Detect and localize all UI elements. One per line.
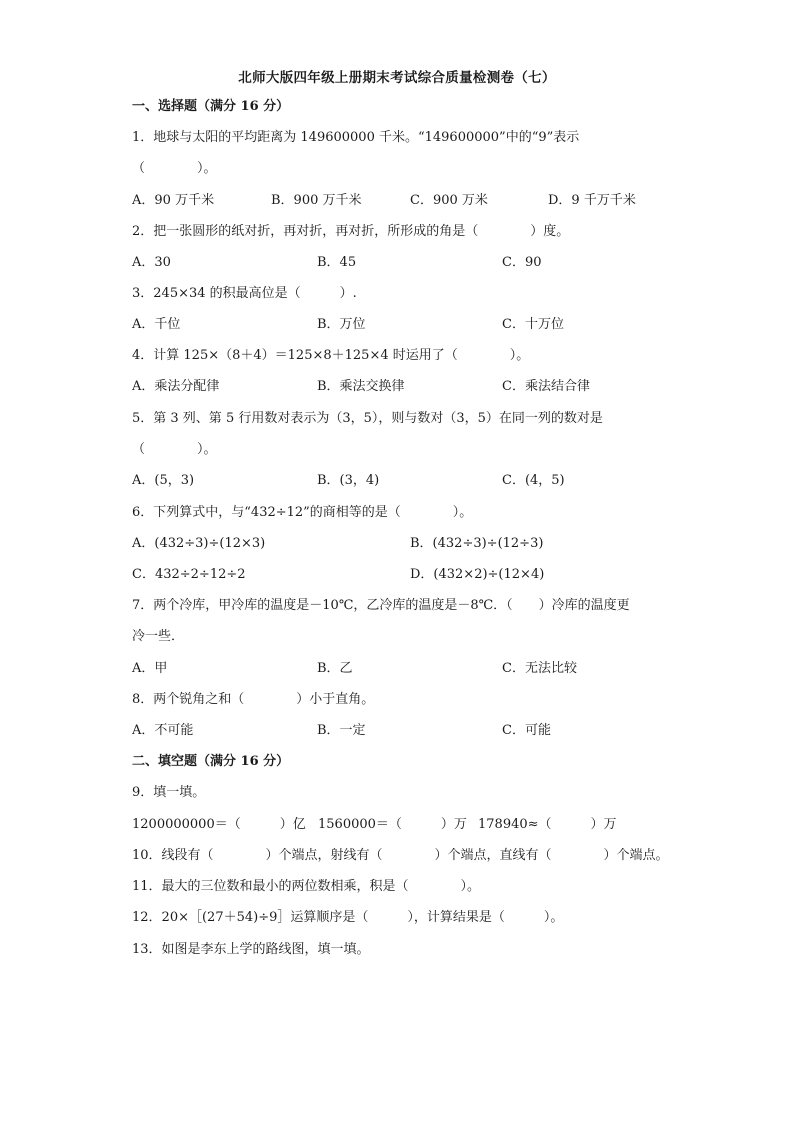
question-6-option-b[interactable]: B．(432÷3)÷(12÷3) — [410, 536, 544, 551]
question-1-option-d[interactable]: D．9 千万千米 — [548, 193, 636, 208]
question-2-option-c[interactable]: C．90 — [502, 255, 542, 270]
question-9-fill-1[interactable]: 1200000000＝（ ）亿 — [132, 817, 306, 832]
question-1-option-c[interactable]: C．900 万米 — [410, 193, 488, 208]
question-9-fill-2[interactable]: 1560000＝（ ）万 — [318, 817, 467, 832]
question-7-option-c[interactable]: C．无法比较 — [502, 661, 577, 676]
question-8-text: 8．两个锐角之和（ ）小于直角。 — [132, 692, 375, 707]
question-4-option-b[interactable]: B．乘法交换律 — [317, 379, 405, 394]
question-11-text: 11．最大的三位数和最小的两位数相乘，积是（ ）。 — [132, 879, 481, 894]
question-6-option-c[interactable]: C．432÷2÷12÷2 — [132, 567, 246, 582]
question-8-option-a[interactable]: A．不可能 — [132, 723, 194, 738]
question-4-text: 4．计算 125×（8＋4）＝125×8＋125×4 时运用了（ ）。 — [132, 348, 530, 363]
question-9-fill-3[interactable]: 178940≈（ ）万 — [478, 817, 617, 832]
section-heading-fill: 二、填空题（满分 16 分） — [132, 754, 290, 769]
question-6-text: 6．下列算式中，与“432÷12”的商相等的是（ ）。 — [132, 505, 473, 520]
page-title: 北师大版四年级上册期末考试综合质量检测卷（七） — [238, 70, 556, 86]
question-2-option-b[interactable]: B．45 — [317, 255, 357, 270]
question-6-option-d[interactable]: D．(432×2)÷(12×4) — [410, 567, 545, 582]
question-4-option-a[interactable]: A．乘法分配律 — [132, 379, 220, 394]
question-7-text: 7．两个冷库，甲冷库的温度是－10℃，乙冷库的温度是－8℃．（ ）冷库的温度更 — [132, 598, 630, 613]
question-2-option-a[interactable]: A．30 — [132, 255, 171, 270]
section-heading-choice: 一、选择题（满分 16 分） — [132, 99, 290, 114]
question-3-option-c[interactable]: C．十万位 — [502, 317, 564, 332]
question-2-text: 2．把一张圆形的纸对折，再对折，再对折，所形成的角是（ ）度。 — [132, 224, 570, 239]
question-1-option-a[interactable]: A．90 万千米 — [132, 193, 215, 208]
question-5-option-a[interactable]: A．(5，3) — [132, 473, 195, 488]
question-4-option-c[interactable]: C．乘法结合律 — [502, 379, 590, 394]
question-1-blank: （ ）。 — [132, 161, 217, 176]
question-5-option-c[interactable]: C．(4，5) — [502, 473, 565, 488]
question-3-option-b[interactable]: B．万位 — [317, 317, 366, 332]
question-7-text-continued: 冷一些． — [132, 629, 185, 644]
question-10-text: 10．线段有（ ）个端点，射线有（ ）个端点，直线有（ ）个端点。 — [132, 848, 669, 863]
question-12-text: 12．20×［(27＋54)÷9］运算顺序是（ ），计算结果是（ ）。 — [132, 910, 564, 925]
question-5-option-b[interactable]: B．(3，4) — [317, 473, 380, 488]
question-7-option-a[interactable]: A．甲 — [132, 661, 168, 676]
question-5-text: 5．第 3 列、第 5 行用数对表示为（3，5），则与数对（3，5）在同一列的数对是 — [132, 411, 603, 426]
question-13-text: 13．如图是李东上学的路线图，填一填。 — [132, 942, 370, 957]
question-8-option-c[interactable]: C．可能 — [502, 723, 551, 738]
question-7-option-b[interactable]: B．乙 — [317, 661, 353, 676]
question-9-text: 9．填一填。 — [132, 785, 206, 800]
question-5-blank: （ ）。 — [132, 442, 217, 457]
question-6-option-a[interactable]: A．(432÷3)÷(12×3) — [132, 536, 266, 551]
question-3-option-a[interactable]: A．千位 — [132, 317, 181, 332]
question-1-text: 1．地球与太阳的平均距离为 149600000 千米。“149600000”中的“9”表示 — [132, 130, 580, 145]
question-3-text: 3．245×34 的积最高位是（ ）. — [132, 286, 357, 301]
question-8-option-b[interactable]: B．一定 — [317, 723, 366, 738]
question-1-option-b[interactable]: B．900 万千米 — [271, 193, 362, 208]
